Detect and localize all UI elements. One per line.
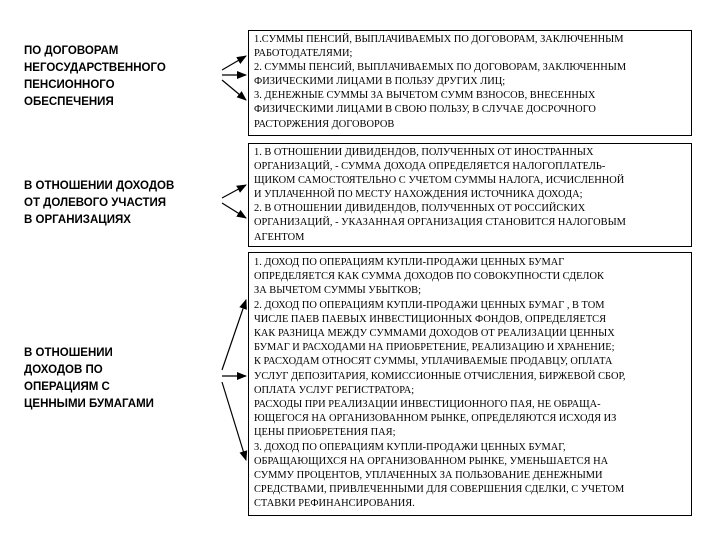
heading-line: ОБЕСПЕЧЕНИЯ [24,96,114,108]
text-line: ОПЛАТА УСЛУГ РЕГИСТРАТОРА; [254,384,415,396]
text-line: ФИЗИЧЕСКИМИ ЛИЦАМИ В СВОЮ ПОЛЬЗУ, В СЛУЧАЕ ДОСРОЧНОГО [254,104,596,116]
text-line: АГЕНТОМ [254,231,305,243]
arrow-icon [222,382,246,460]
text-line: 1.СУММЫ ПЕНСИЙ, ВЫПЛАЧИВАЕМЫХ ПО ДОГОВОРАМ, ЗАКЛЮЧЕННЫМ [254,34,624,45]
text-line: РАСХОДЫ ПРИ РЕАЛИЗАЦИИ ИНВЕСТИЦИОННОГО ПАЯ, НЕ ОБРАЩА- [254,399,601,411]
dividends-details-box [248,143,692,247]
text-line: СТАВКИ РЕФИНАНСИРОВАНИЯ. [254,498,415,510]
heading-line: ДОХОДОВ ПО [24,364,103,376]
text-line: 1. В ОТНОШЕНИИ ДИВИДЕНДОВ, ПОЛУЧЕННЫХ ОТ ИНОСТРАННЫХ [254,147,594,158]
heading-line: ПЕНСИОННОГО [24,79,115,91]
text-line: ОРГАНИЗАЦИЙ, - СУММА ДОХОДА ОПРЕДЕЛЯЕТСЯ НАЛОГОПЛАТЕЛЬ- [254,161,606,173]
text-line: ОПРЕДЕЛЯЕТСЯ КАК СУММА ДОХОДОВ ПО СОВОКУПНОСТИ СДЕЛОК [254,271,604,283]
text-line: И УПЛАЧЕННОЙ ПО МЕСТУ НАХОЖДЕНИЯ ИСТОЧНИКА ДОХОДА; [254,189,583,201]
text-line: 2. В ОТНОШЕНИИ ДИВИДЕНДОВ, ПОЛУЧЕННЫХ ОТ РОССИЙСКИХ [254,203,586,215]
heading-line: В ОТНОШЕНИИ [24,347,113,359]
arrow-icon [222,203,246,218]
text-line: СРЕДСТВАМИ, ПРИВЛЕЧЕННЫМИ ДЛЯ СОВЕРШЕНИЯ СДЕЛКИ, С УЧЕТОМ [254,484,625,496]
text-line: ЮЩЕГОСЯ НА ОРГАНИЗОВАННОМ РЫНКЕ, ОПРЕДЕЛЯЮТСЯ ИСХОДЯ ИЗ [254,413,617,425]
text-line: ОБРАЩАЮЩИХСЯ НА ОРГАНИЗОВАННОМ РЫНКЕ, УМЕНЬШАЕТСЯ НА [254,455,609,467]
text-line: ОРГАНИЗАЦИЙ, - УКАЗАННАЯ ОРГАНИЗАЦИЯ СТАНОВИТСЯ НАЛОГОВЫМ [254,217,626,229]
text-line: К РАСХОДАМ ОТНОСЯТ СУММЫ, УПЛАЧИВАЕМЫЕ ПРОДАВЦУ, ОПЛАТА [254,356,613,368]
arrow-icon [222,80,246,100]
text-line: СУММУ ПРОЦЕНТОВ, УПЛАЧЕННЫХ ЗА ПОЛЬЗОВАНИЕ ДЕНЕЖНЫМИ [254,470,603,482]
heading-line: ЦЕННЫМИ БУМАГАМИ [24,398,154,410]
text-line: КАК РАЗНИЦА МЕЖДУ СУММАМИ ДОХОДОВ ОТ РЕАЛИЗАЦИИ ЦЕННЫХ [254,328,615,340]
text-line: ФИЗИЧЕСКИМИ ЛИЦАМИ В ПОЛЬЗУ ДРУГИХ ЛИЦ; [254,76,506,88]
text-line: ЦЕНЫ ПРИОБРЕТЕНИЯ ПАЯ; [254,427,396,439]
text-line: РАБОТОДАТЕЛЯМИ; [254,48,353,60]
text-line: 1. ДОХОД ПО ОПЕРАЦИЯМ КУПЛИ-ПРОДАЖИ ЦЕННЫХ БУМАГ [254,257,565,268]
heading-line: НЕГОСУДАРСТВЕННОГО [24,62,166,74]
pension-details-box [248,30,692,136]
text-line: ЧИСЛЕ ПАЕВ ПАЕВЫХ ИНВЕСТИЦИОННЫХ ФОНДОВ, ОПРЕДЕЛЯЕТСЯ [254,313,607,325]
heading-line: ОПЕРАЦИЯМ С [24,381,110,393]
arrow-icon [222,300,246,370]
heading-line: ОТ ДОЛЕВОГО УЧАСТИЯ [24,197,167,209]
text-line: УСЛУГ ДЕПОЗИТАРИЯ, КОМИССИОННЫЕ ОТЧИСЛЕНИЯ, БИРЖЕВОЙ СБОР, [254,370,626,382]
text-line: БУМАГ И РАСХОДАМИ НА ПРИОБРЕТЕНИЕ, РЕАЛИЗАЦИЮ И ХРАНЕНИЕ; [254,342,615,354]
text-line: 3. ДОХОД ПО ОПЕРАЦИЯМ КУПЛИ-ПРОДАЖИ ЦЕННЫХ БУМАГ, [254,441,566,453]
text-line: РАСТОРЖЕНИЯ ДОГОВОРОВ [254,118,395,130]
securities-details-box [248,252,692,516]
text-line: 2. ДОХОД ПО ОПЕРАЦИЯМ КУПЛИ-ПРОДАЖИ ЦЕННЫХ БУМАГ , В ТОМ [254,299,605,311]
heading-line: В ОТНОШЕНИИ ДОХОДОВ [24,180,175,192]
text-line: ЗА ВЫЧЕТОМ СУММЫ УБЫТКОВ; [254,285,421,297]
heading-line: ПО ДОГОВОРАМ [24,45,119,57]
text-line: 3. ДЕНЕЖНЫЕ СУММЫ ЗА ВЫЧЕТОМ СУММ ВЗНОСОВ, ВНЕСЕННЫХ [254,90,596,102]
heading-line: В ОРГАНИЗАЦИЯХ [24,214,131,226]
text-line: 2. СУММЫ ПЕНСИЙ, ВЫПЛАЧИВАЕМЫХ ПО ДОГОВОРАМ, ЗАКЛЮЧЕННЫМ [254,62,627,74]
arrow-icon [222,185,246,198]
arrow-icon [222,56,246,70]
text-line: ЩИКОМ САМОСТОЯТЕЛЬНО С УЧЕТОМ СУММЫ НАЛОГА, ИСЧИСЛЕННОЙ [254,175,625,187]
